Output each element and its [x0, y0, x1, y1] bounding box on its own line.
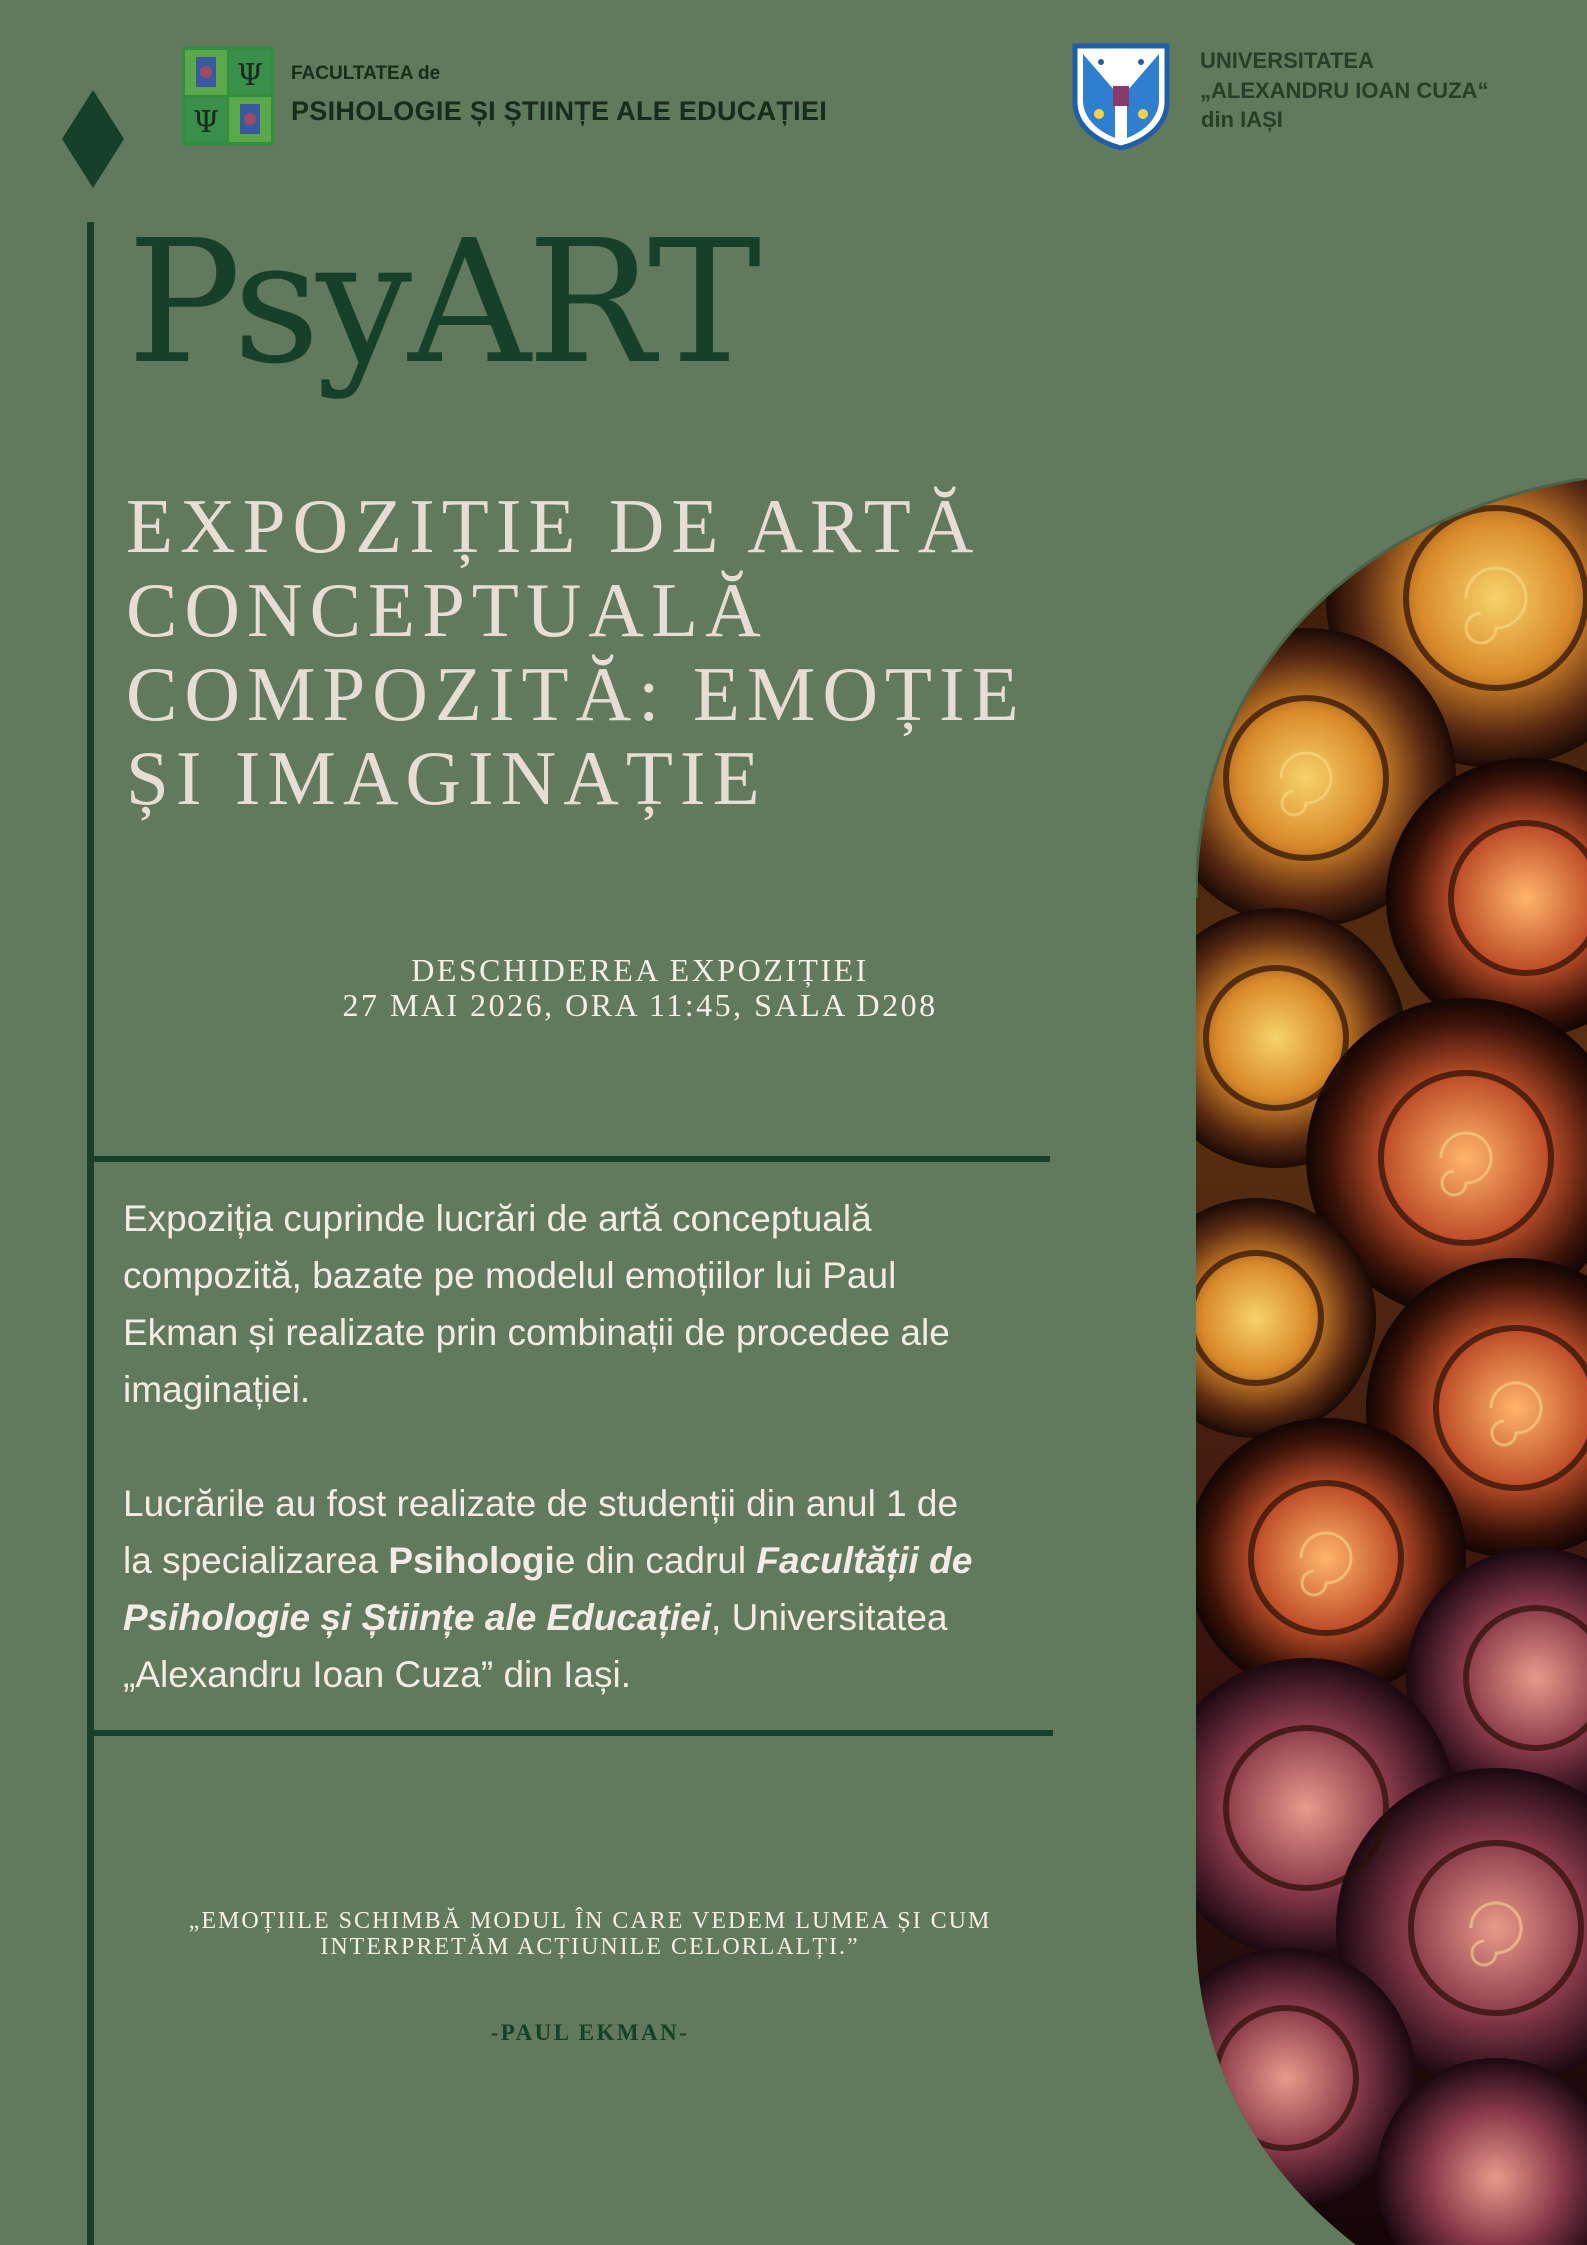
- description-paragraph-1: [123, 1190, 1183, 1418]
- faculty-label: FACULTATEA de: [291, 63, 441, 84]
- text-segment: e din cadrul: [554, 1540, 757, 1581]
- description-line: Lucrările au fost realizate de studenții din anul 1 de: [123, 1483, 959, 1524]
- quote-line: INTERPRETĂM ACȚIUNILE CELORLALȚI.”: [320, 1934, 860, 1960]
- faculty-reference: Facultății de: [756, 1540, 973, 1581]
- svg-text:Ψ: Ψ: [236, 58, 264, 93]
- faculty-crest-icon: [182, 47, 274, 145]
- quote-author: -PAUL EKMAN-: [490, 2020, 690, 2045]
- specialization-name: Psihologi: [388, 1540, 555, 1581]
- description-line: Expoziția cuprinde lucrări de artă conceptuală: [123, 1198, 872, 1239]
- svg-text:Ψ: Ψ: [192, 105, 220, 140]
- text-segment: la specializarea: [123, 1540, 389, 1581]
- diamond-icon: [62, 90, 124, 188]
- faculty-name: PSIHOLOGIE ȘI ȘTIINȚE ALE EDUCAȚIEI: [291, 96, 828, 126]
- fractal-artwork-image: [1196, 478, 1587, 2245]
- university-label: UNIVERSITATEA: [1200, 48, 1374, 73]
- description-line: [123, 1589, 1183, 1646]
- description-line: Ekman și realizate prin combinații de procedee ale: [123, 1312, 950, 1353]
- description-line: imaginației.: [123, 1369, 311, 1410]
- section-divider: [92, 1156, 1050, 1162]
- section-divider: [92, 1730, 1053, 1736]
- headline-line: EXPOZIȚIE DE ARTĂ: [126, 483, 981, 569]
- headline-line: CONCEPTUALĂ: [126, 567, 768, 653]
- headline-line: ȘI IMAGINAȚIE: [126, 735, 767, 821]
- description-line: compozită, bazate pe modelul emoțiilor lui Paul: [123, 1255, 897, 1296]
- university-shield-icon: [1071, 42, 1171, 150]
- vertical-divider: [87, 222, 94, 2245]
- university-name: „ALEXANDRU IOAN CUZA“: [1200, 78, 1489, 103]
- university-city: din IAȘI: [1201, 107, 1283, 132]
- quote-line: „EMOȚIILE SCHIMBĂ MODUL ÎN CARE VEDEM LUMEA ȘI CUM: [188, 1908, 992, 1934]
- description-line: [123, 1532, 1183, 1589]
- faculty-reference: Psihologie și Științe ale Educației: [123, 1597, 712, 1638]
- description-line: „Alexandru Ioan Cuza” din Iași.: [123, 1654, 631, 1695]
- brand-title: PsyART: [127, 204, 758, 402]
- text-segment: , Universitatea: [711, 1597, 948, 1638]
- opening-label: DESCHIDEREA EXPOZIȚIEI: [411, 952, 869, 988]
- opening-details: 27 MAI 2026, ORA 11:45, SALA D208: [342, 987, 938, 1023]
- headline-line: COMPOZITĂ: EMOȚIE: [126, 651, 1026, 737]
- description-paragraph-2: [123, 1475, 1183, 1703]
- exhibition-headline: [126, 484, 1166, 820]
